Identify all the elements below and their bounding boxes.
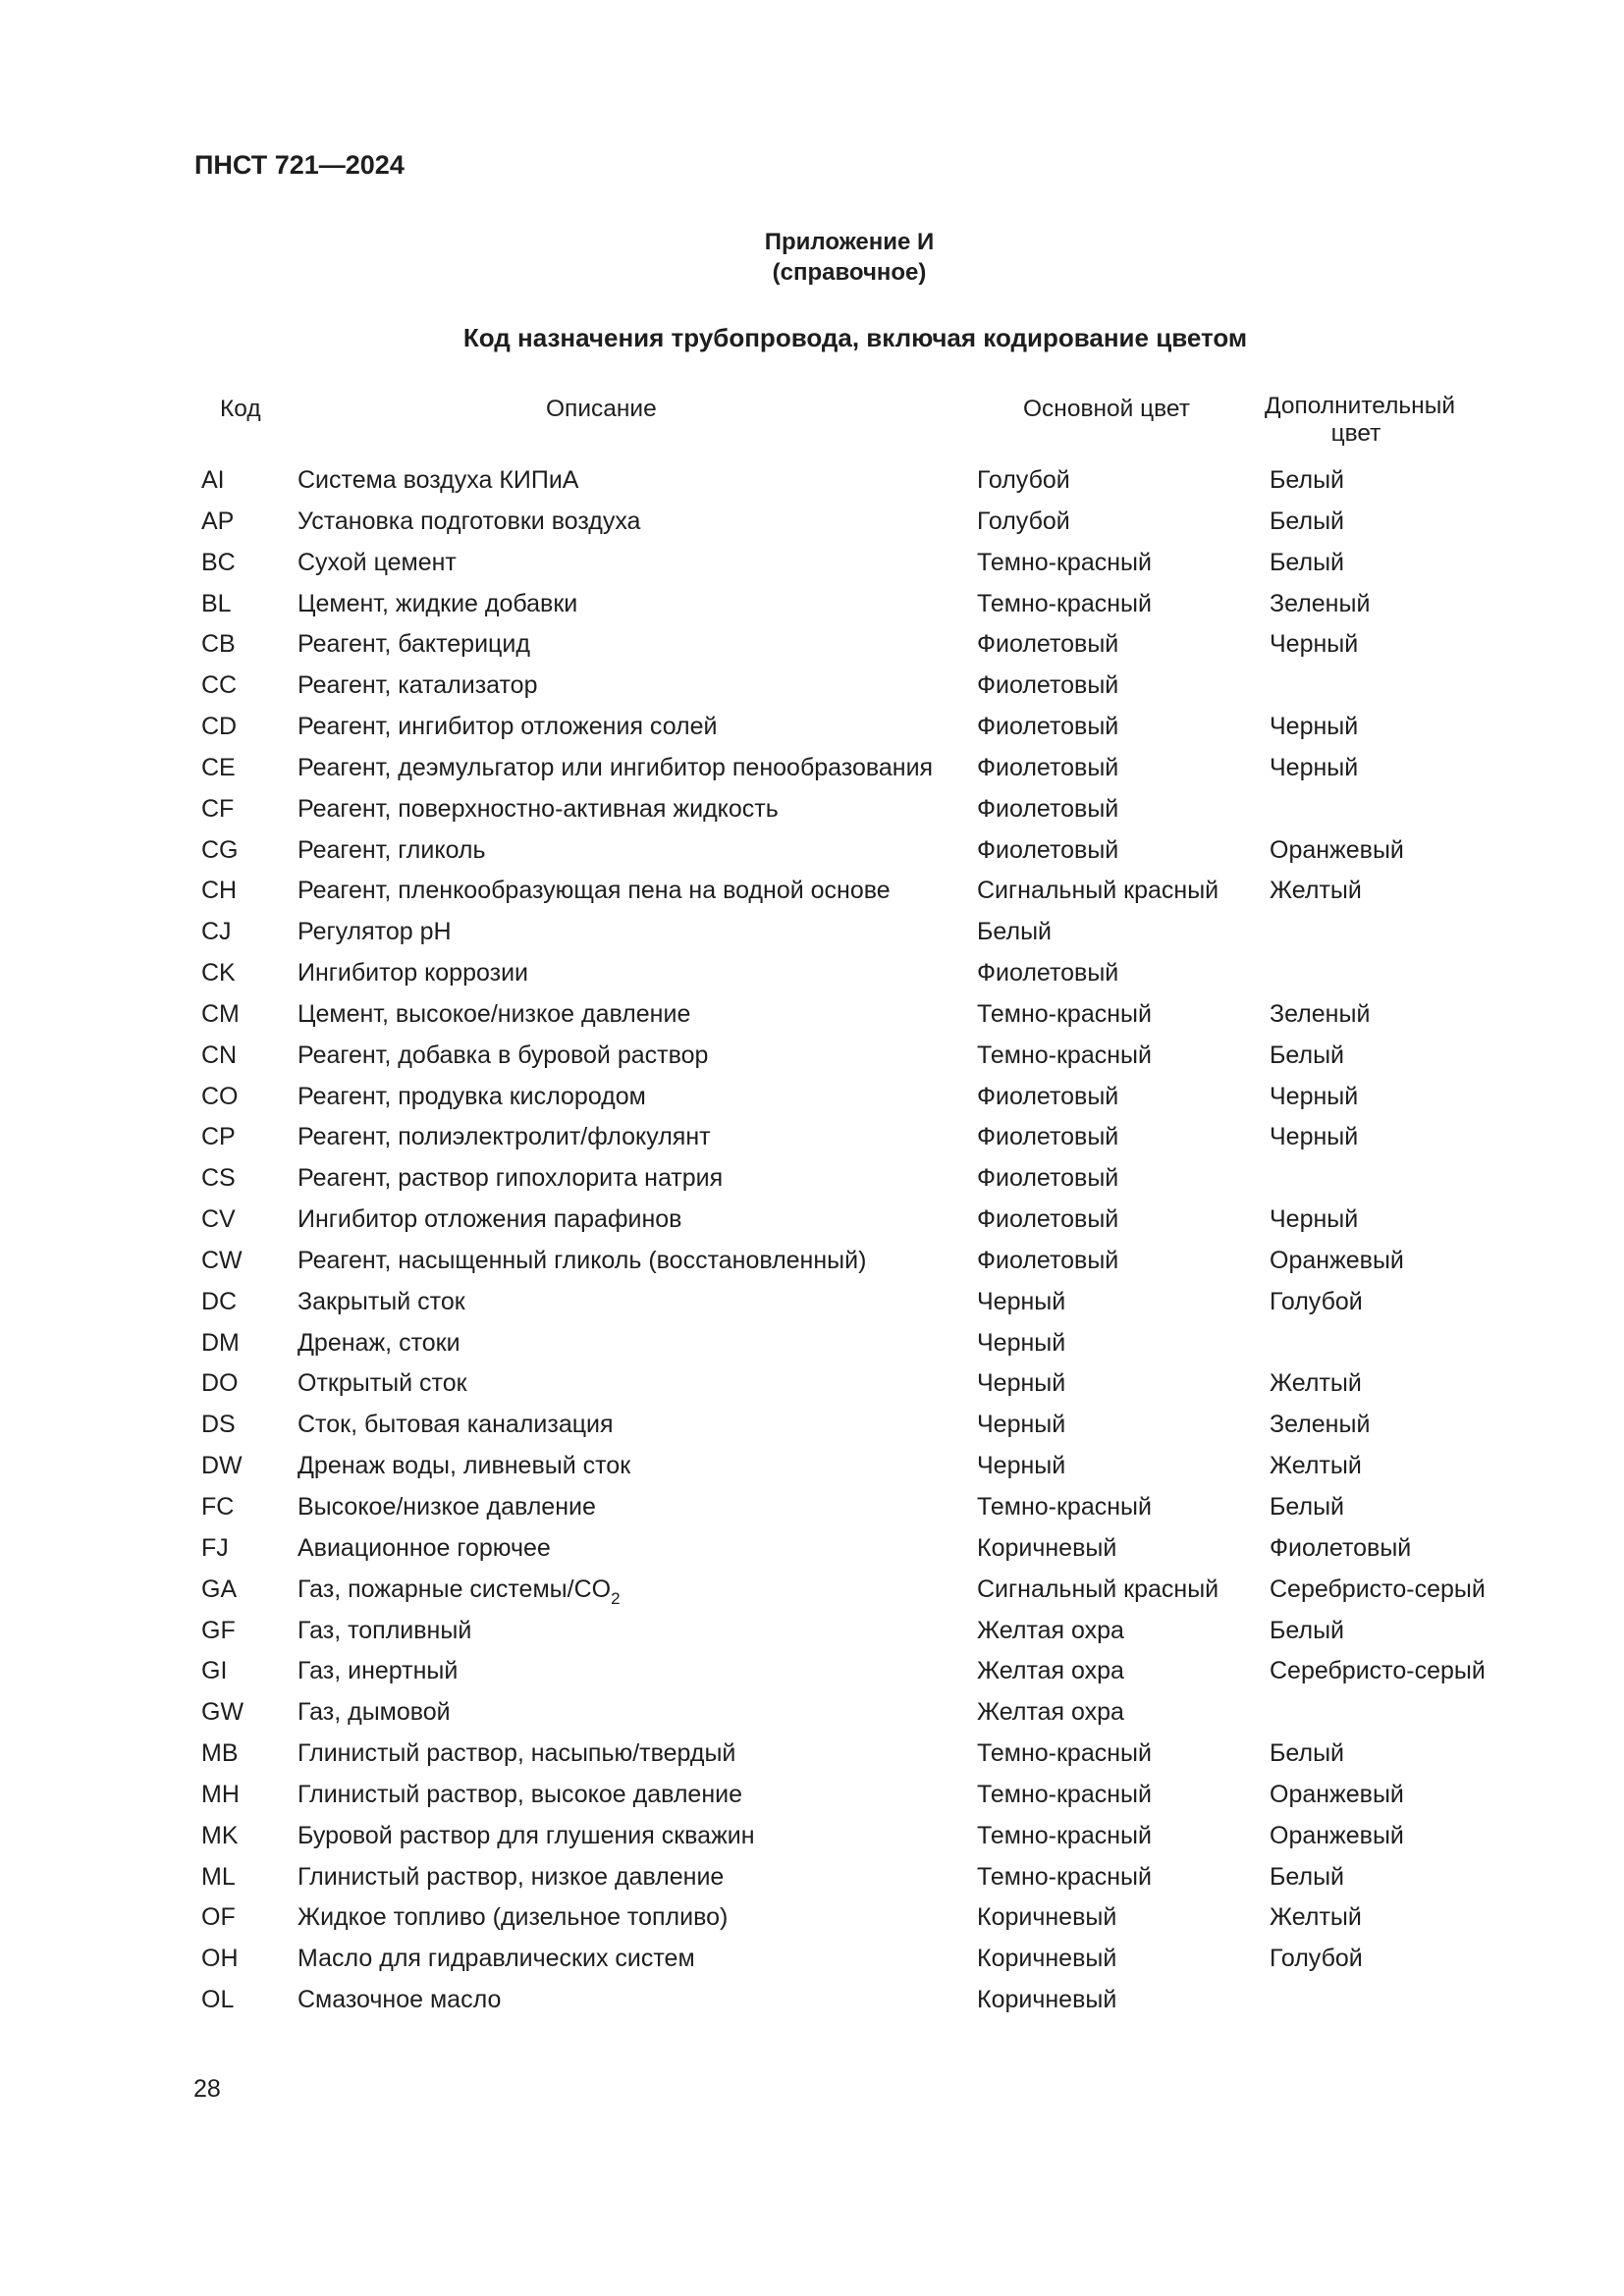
table-row: [0, 1328, 1624, 1372]
cell-primary-color: Фиолетовый: [977, 959, 1119, 988]
cell-code: CK: [201, 959, 236, 988]
cell-secondary-color: Фиолетовый: [1270, 1533, 1412, 1562]
cell-secondary-color: Черный: [1270, 1082, 1359, 1110]
cell-code: ML: [201, 1862, 236, 1891]
table-row: [0, 589, 1624, 633]
description-text: Жидкое топливо (дизельное топливо): [298, 1903, 729, 1932]
cell-primary-color: Коричневый: [977, 1903, 1117, 1932]
cell-code: DW: [201, 1452, 243, 1480]
cell-code: DS: [201, 1411, 236, 1439]
description-text: Глинистый раствор, низкое давление: [298, 1862, 725, 1891]
table-row: [0, 1821, 1624, 1865]
cell-code: CM: [201, 999, 240, 1028]
cell-description: [298, 1328, 460, 1357]
table-row: [0, 1659, 1624, 1700]
cell-code: DM: [201, 1328, 240, 1357]
table-row: [0, 509, 1624, 551]
cell-code: CO: [201, 1082, 239, 1110]
cell-code: BL: [201, 589, 232, 617]
cell-primary-color: Желтая охра: [977, 1698, 1124, 1727]
cell-description: [298, 1821, 755, 1849]
cell-secondary-color: Белый: [1270, 1739, 1345, 1768]
table-row: [0, 794, 1624, 838]
table-row: [0, 961, 1624, 1002]
cell-description: [298, 1287, 465, 1315]
table-row: [0, 1741, 1624, 1783]
table-row: [0, 715, 1624, 756]
cell-secondary-color: Желтый: [1270, 1452, 1362, 1480]
cell-primary-color: Фиолетовый: [977, 1246, 1119, 1274]
cell-secondary-color: Черный: [1270, 1123, 1359, 1151]
cell-description: [298, 961, 528, 986]
description-text: Дренаж воды, ливневый сток: [298, 1452, 631, 1480]
cell-code: GW: [201, 1698, 244, 1727]
cell-secondary-color: Желтый: [1270, 877, 1362, 905]
description-text: Реагент, гликоль: [298, 835, 486, 864]
cell-primary-color: Черный: [977, 1369, 1066, 1398]
annex-title: Приложение И: [764, 229, 935, 255]
cell-primary-color: Коричневый: [977, 1945, 1117, 1973]
cell-description: [298, 1533, 551, 1562]
table-row: [0, 1947, 1624, 1988]
cell-secondary-color: Черный: [1270, 753, 1359, 781]
cell-code: DC: [201, 1287, 238, 1315]
cell-description: [298, 1616, 472, 1644]
cell-secondary-color: Белый: [1270, 548, 1345, 576]
cell-primary-color: Коричневый: [977, 1533, 1117, 1562]
table-row: [0, 1905, 1624, 1947]
cell-primary-color: Фиолетовый: [977, 630, 1119, 659]
description-text: Реагент, продувка кислородом: [298, 1082, 646, 1110]
cell-primary-color: Темно-красный: [977, 1739, 1152, 1768]
cell-code: CW: [201, 1246, 243, 1274]
description-text: Реагент, добавка в буровой раствор: [298, 1041, 709, 1069]
description-subscript: 2: [611, 1588, 621, 1608]
description-text: Высокое/низкое давление: [298, 1493, 596, 1521]
cell-primary-color: Фиолетовый: [977, 794, 1119, 823]
cell-description: [298, 879, 891, 903]
cell-code: DO: [201, 1369, 239, 1398]
cell-code: BC: [201, 548, 236, 576]
cell-primary-color: Темно-красный: [977, 1493, 1152, 1521]
table-row: [0, 673, 1624, 715]
table-row: [0, 999, 1624, 1043]
cell-primary-color: Желтая охра: [977, 1616, 1124, 1644]
cell-code: AP: [201, 507, 235, 535]
table-row: [0, 1533, 1624, 1577]
cell-description: [298, 1741, 735, 1766]
cell-description: [298, 632, 530, 657]
cell-code: CF: [201, 794, 235, 823]
description-text: Установка подготовки воздуха: [298, 507, 641, 535]
cell-primary-color: Черный: [977, 1287, 1066, 1315]
cell-description: [298, 509, 640, 534]
cell-primary-color: Черный: [977, 1328, 1066, 1357]
cell-description: [298, 1495, 596, 1520]
cell-description: [298, 673, 538, 698]
table-row: [0, 548, 1624, 592]
cell-primary-color: Фиолетовый: [977, 1123, 1119, 1151]
header-description: Описание: [546, 396, 657, 422]
cell-description: [298, 1454, 630, 1478]
table-row: [0, 468, 1624, 509]
cell-primary-color: Сигнальный красный: [977, 1575, 1219, 1603]
cell-description: [298, 1207, 681, 1232]
cell-primary-color: Темно-красный: [977, 548, 1152, 576]
page-number: 28: [193, 2075, 221, 2103]
cell-code: OL: [201, 1986, 235, 2014]
description-text: Реагент, деэмульгатор или ингибитор пенообразования: [298, 753, 934, 781]
table-row: [0, 1125, 1624, 1166]
description-text: Глинистый раствор, насыпью/твердый: [298, 1739, 736, 1768]
description-text: Ингибитор отложения парафинов: [298, 1205, 682, 1234]
cell-code: CD: [201, 713, 238, 741]
description-text: Сток, бытовая канализация: [298, 1411, 614, 1439]
cell-primary-color: Черный: [977, 1452, 1066, 1480]
cell-secondary-color: Зеленый: [1270, 1411, 1371, 1439]
cell-primary-color: Сигнальный красный: [977, 877, 1219, 905]
description-text: Регулятор pH: [298, 918, 452, 946]
cell-description: [298, 715, 718, 739]
cell-description: [298, 1043, 708, 1068]
description-text: Смазочное масло: [298, 1986, 502, 2014]
cell-code: CJ: [201, 918, 232, 946]
description-text: Авиационное горючее: [298, 1533, 551, 1562]
header-primary-color: Основной цвет: [1023, 396, 1190, 422]
cell-code: OH: [201, 1945, 239, 1973]
table-row: [0, 1166, 1624, 1207]
annex-type: (справочное): [772, 259, 927, 286]
cell-code: CV: [201, 1205, 236, 1234]
cell-primary-color: Темно-красный: [977, 589, 1152, 617]
cell-primary-color: Коричневый: [977, 1986, 1117, 2014]
cell-primary-color: Фиолетовый: [977, 713, 1119, 741]
cell-description: [298, 1780, 743, 1808]
table-row: [0, 879, 1624, 920]
cell-description: [298, 468, 578, 493]
description-text: Реагент, пленкообразующая пена на водной основе: [298, 877, 891, 905]
cell-secondary-color: Зеленый: [1270, 999, 1371, 1028]
description-text: Открытый сток: [298, 1369, 467, 1398]
cell-primary-color: Фиолетовый: [977, 835, 1119, 864]
cell-code: CH: [201, 877, 238, 905]
table-row: [0, 753, 1624, 797]
cell-code: CS: [201, 1164, 236, 1193]
cell-description: [298, 1125, 711, 1149]
table-row: [0, 1207, 1624, 1249]
cell-code: GF: [201, 1616, 236, 1644]
cell-code: CE: [201, 753, 236, 781]
description-text: Буровой раствор для глушения скважин: [298, 1821, 755, 1849]
description-text: Цемент, высокое/низкое давление: [298, 999, 691, 1028]
table-row: [0, 1043, 1624, 1085]
cell-secondary-color: Голубой: [1270, 1945, 1363, 1973]
cell-description: [298, 753, 934, 781]
cell-code: GA: [201, 1575, 238, 1603]
cell-secondary-color: Желтый: [1270, 1903, 1362, 1932]
cell-primary-color: Фиолетовый: [977, 1205, 1119, 1234]
cell-code: CP: [201, 1123, 236, 1151]
cell-description: [298, 1862, 725, 1891]
description-text: Реагент, насыщенный гликоль (восстановленный): [298, 1246, 867, 1274]
cell-secondary-color: Белый: [1270, 466, 1345, 494]
cell-description: [298, 1082, 646, 1110]
description-text: Закрытый сток: [298, 1287, 465, 1315]
cell-secondary-color: Белый: [1270, 1616, 1345, 1644]
table-row: [0, 1246, 1624, 1290]
cell-description: [298, 835, 486, 864]
cell-description: [298, 1166, 723, 1191]
description-text: Реагент, бактерицид: [298, 630, 530, 659]
table-row: [0, 1371, 1624, 1413]
cell-code: MK: [201, 1821, 239, 1849]
cell-code: CB: [201, 630, 236, 659]
cell-secondary-color: Черный: [1270, 630, 1359, 659]
cell-description: [298, 1700, 451, 1725]
description-text: Ингибитор коррозии: [298, 959, 529, 988]
cell-primary-color: Голубой: [977, 466, 1070, 494]
cell-code: FC: [201, 1493, 235, 1521]
cell-description: [298, 1246, 867, 1274]
table-row: [0, 835, 1624, 880]
description-text: Реагент, катализатор: [298, 671, 538, 700]
header-secondary-color: Дополнительный цвет: [1265, 393, 1456, 447]
cell-description: [298, 1988, 501, 2012]
description-text: Реагент, ингибитор отложения солей: [298, 713, 718, 741]
cell-description: [298, 794, 779, 823]
table-row: [0, 920, 1624, 961]
cell-code: CG: [201, 835, 239, 864]
table-row: [0, 1780, 1624, 1824]
description-text: Реагент, раствор гипохлорита натрия: [298, 1164, 724, 1193]
cell-description: [298, 589, 578, 617]
cell-code: MH: [201, 1780, 240, 1808]
table-row: [0, 1988, 1624, 2029]
cell-primary-color: Темно-красный: [977, 1041, 1152, 1069]
cell-secondary-color: Оранжевый: [1270, 1246, 1404, 1274]
cell-secondary-color: Оранжевый: [1270, 835, 1404, 864]
table-row: [0, 632, 1624, 673]
description-text: Газ, дымовой: [298, 1698, 451, 1727]
table-row: [0, 1495, 1624, 1536]
description-text: Масло для гидравлических систем: [298, 1945, 695, 1973]
cell-description: [298, 1413, 614, 1437]
description-text: Газ, топливный: [298, 1616, 472, 1644]
page-title: Код назначения трубопровода, включая кодирование цветом: [462, 323, 1248, 352]
cell-primary-color: Темно-красный: [977, 999, 1152, 1028]
cell-secondary-color: Белый: [1270, 1493, 1345, 1521]
cell-secondary-color: Белый: [1270, 1041, 1345, 1069]
cell-primary-color: Темно-красный: [977, 1862, 1152, 1891]
description-text: Реагент, полиэлектролит/флокулянт: [298, 1123, 711, 1151]
cell-secondary-color: Оранжевый: [1270, 1780, 1404, 1808]
cell-description: [298, 1947, 695, 1971]
cell-secondary-color: Белый: [1270, 1862, 1345, 1891]
table-row: [0, 1616, 1624, 1660]
description-text: Газ, инертный: [298, 1657, 459, 1685]
cell-primary-color: Темно-красный: [977, 1821, 1152, 1849]
description-text: Дренаж, стоки: [298, 1328, 460, 1357]
cell-description: [298, 548, 457, 576]
cell-description: [298, 999, 691, 1028]
table-row: [0, 1413, 1624, 1454]
cell-secondary-color: Серебристо-серый: [1270, 1575, 1486, 1603]
cell-secondary-color: Голубой: [1270, 1287, 1363, 1315]
cell-primary-color: Голубой: [977, 507, 1070, 535]
cell-primary-color: Темно-красный: [977, 1780, 1152, 1808]
table-row: [0, 1287, 1624, 1331]
cell-code: OF: [201, 1903, 236, 1932]
cell-primary-color: Фиолетовый: [977, 671, 1119, 700]
table-row: [0, 1454, 1624, 1495]
description-text: Глинистый раствор, высокое давление: [298, 1780, 743, 1808]
cell-primary-color: Фиолетовый: [977, 1082, 1119, 1110]
cell-description: [298, 1575, 621, 1608]
cell-code: FJ: [201, 1533, 229, 1562]
cell-primary-color: Белый: [977, 918, 1053, 946]
cell-code: GI: [201, 1657, 228, 1685]
cell-description: [298, 920, 452, 944]
description-text: Реагент, поверхностно-активная жидкость: [298, 794, 779, 823]
cell-secondary-color: Белый: [1270, 507, 1345, 535]
cell-description: [298, 1371, 467, 1396]
table-row: [0, 1862, 1624, 1906]
cell-primary-color: Черный: [977, 1411, 1066, 1439]
cell-code: MB: [201, 1739, 239, 1768]
description-text: Система воздуха КИПиА: [298, 466, 579, 494]
cell-secondary-color: Зеленый: [1270, 589, 1371, 617]
description-text: Цемент, жидкие добавки: [298, 589, 578, 617]
cell-secondary-color: Серебристо-серый: [1270, 1657, 1486, 1685]
cell-code: AI: [201, 466, 225, 494]
cell-code: CN: [201, 1041, 238, 1069]
cell-secondary-color: Желтый: [1270, 1369, 1362, 1398]
table-row: [0, 1700, 1624, 1741]
cell-primary-color: Фиолетовый: [977, 1164, 1119, 1193]
description-text: Газ, пожарные системы/CO: [298, 1575, 612, 1603]
table-row: [0, 1577, 1624, 1619]
cell-secondary-color: Черный: [1270, 713, 1359, 741]
cell-secondary-color: Черный: [1270, 1205, 1359, 1234]
cell-secondary-color: Оранжевый: [1270, 1821, 1404, 1849]
cell-description: [298, 1659, 458, 1683]
table-row: [0, 1082, 1624, 1126]
cell-code: CC: [201, 671, 238, 700]
cell-primary-color: Желтая охра: [977, 1657, 1124, 1685]
header-code: Код: [220, 396, 261, 422]
cell-primary-color: Фиолетовый: [977, 753, 1119, 781]
cell-description: [298, 1905, 728, 1930]
document-id: ПНСТ 721—2024: [194, 150, 405, 180]
description-text: Сухой цемент: [298, 548, 457, 576]
